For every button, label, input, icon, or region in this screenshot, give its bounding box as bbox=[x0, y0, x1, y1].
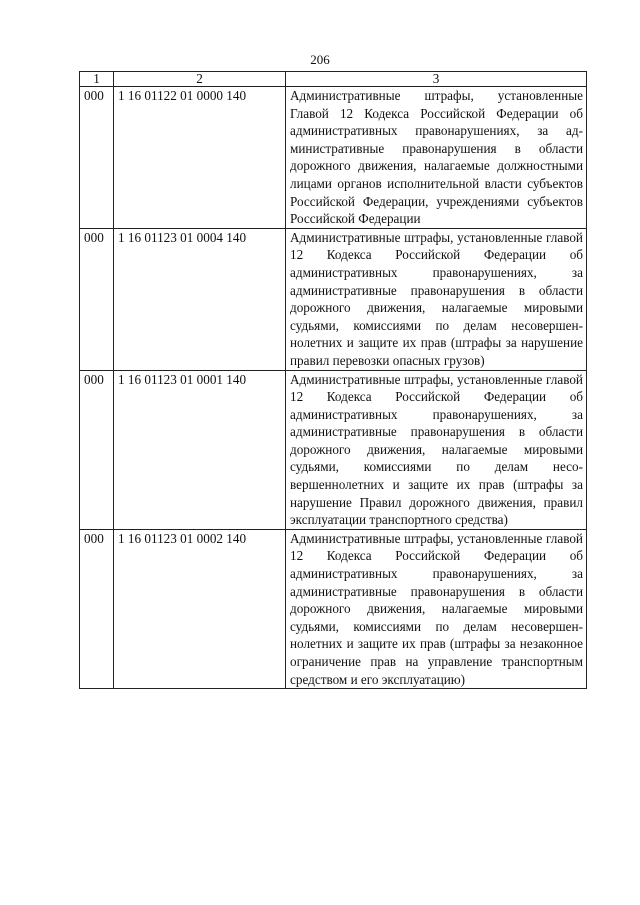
page-number: 206 bbox=[310, 52, 330, 67]
column-header-1: 1 bbox=[80, 72, 114, 87]
table-row bbox=[80, 228, 587, 370]
budget-code-cell: 1 16 01122 01 0000 140 bbox=[114, 87, 286, 229]
budget-code-cell: 1 16 01123 01 0004 140 bbox=[114, 228, 286, 370]
column-header-2: 2 bbox=[114, 72, 286, 87]
description-cell: Административные штрафы, установленные Главой 12 Кодекса Российской Федерации об административных правонарушениях, за административные правонарушения в области дорожного движения, налагаемые должностными лицами органов исполнительной власти субъектов Российской Федерации, учреждениями субъектов Российской Федерации bbox=[286, 87, 587, 229]
budget-code-cell: 1 16 01123 01 0002 140 bbox=[114, 529, 286, 688]
budget-codes-table bbox=[79, 71, 587, 689]
description-cell: Административные штрафы, установленные главой 12 Кодекса Российской Федерации об административных правонарушениях, за административные правонарушения в области дорожного движения, налагаемые мировыми судьями, комиссиями по делам несовершеннолетних и защите их прав (штрафы за незаконное ограничение прав на управление транспортным средством и его эксплуатацию) bbox=[286, 529, 587, 688]
table-row bbox=[80, 370, 587, 529]
column-header-3: 3 bbox=[286, 72, 587, 87]
admin-code-cell: 000 bbox=[80, 370, 114, 529]
admin-code-cell: 000 bbox=[80, 529, 114, 688]
table-row bbox=[80, 87, 587, 229]
table-header-row bbox=[80, 72, 587, 87]
table-row bbox=[80, 529, 587, 688]
budget-code-cell: 1 16 01123 01 0001 140 bbox=[114, 370, 286, 529]
description-cell: Административные штрафы, установленные главой 12 Кодекса Российской Федерации об административных правонарушениях, за административные правонарушения в области дорожного движения, налагаемые мировыми судьями, комиссиями по делам несовершеннолетних и защите их прав (штрафы за нарушение Правил дорожного движения, правил эксплуатации транспортного средства) bbox=[286, 370, 587, 529]
description-cell: Административные штрафы, установленные главой 12 Кодекса Российской Федерации об административных правонарушениях, за административные правонарушения в области дорожного движения, налагаемые мировыми судьями, комиссиями по делам несовершеннолетних и защите их прав (штрафы за нарушение правил перевозки опасных грузов) bbox=[286, 228, 587, 370]
admin-code-cell: 000 bbox=[80, 87, 114, 229]
admin-code-cell: 000 bbox=[80, 228, 114, 370]
